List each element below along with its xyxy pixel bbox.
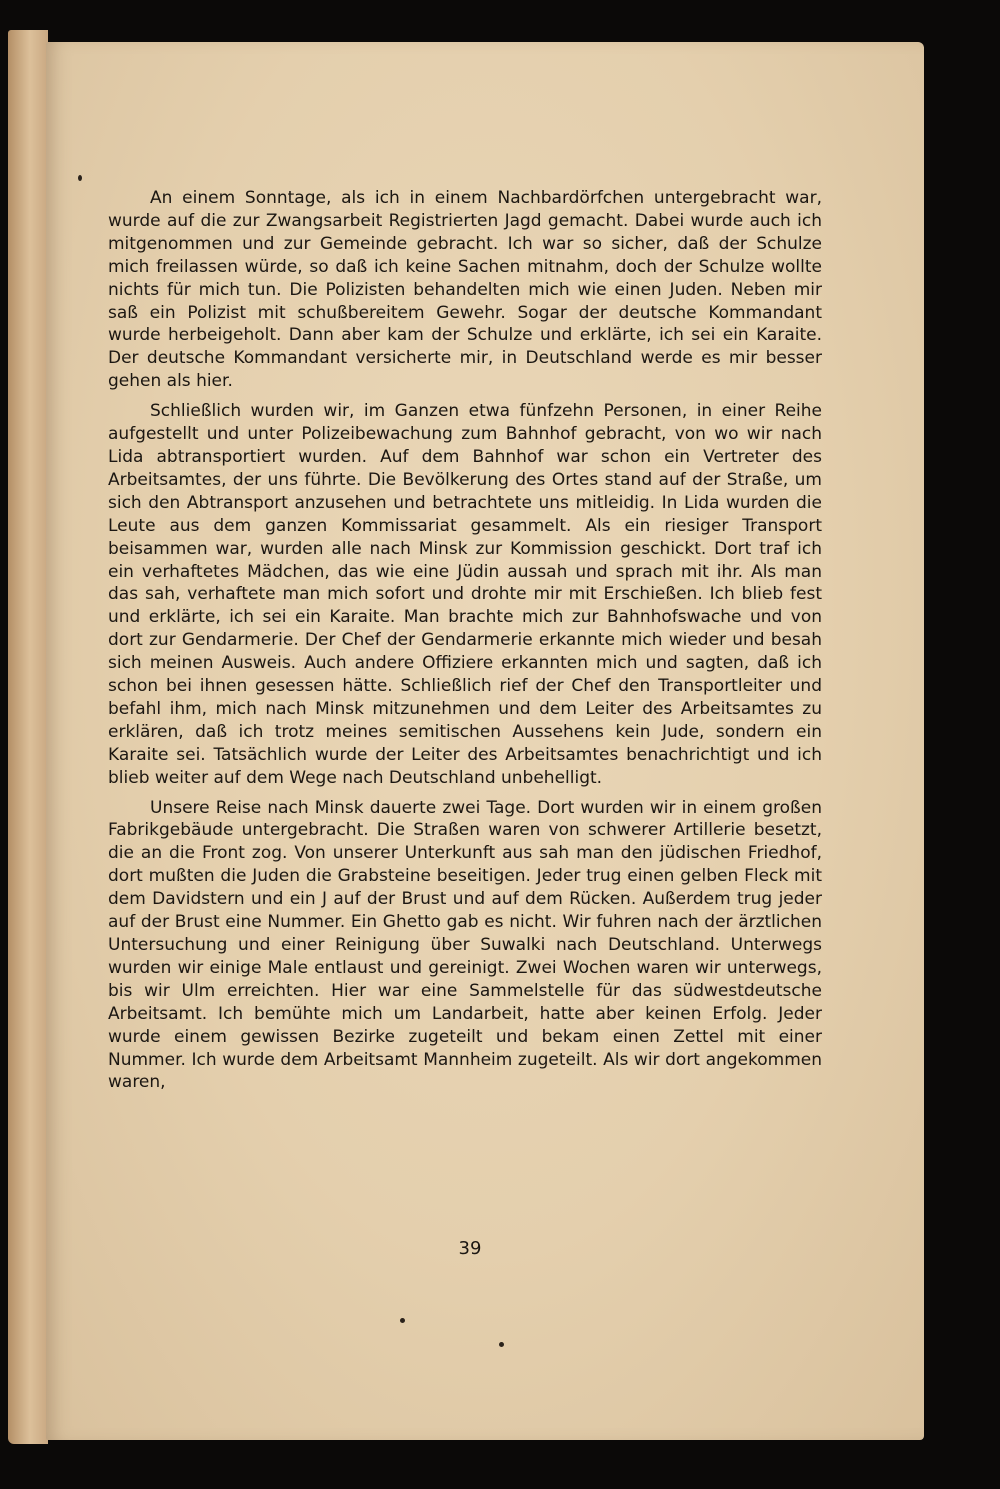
book-page	[46, 42, 924, 1440]
print-speck	[400, 1318, 405, 1323]
print-speck	[78, 175, 82, 181]
paragraph-3: Unsere Reise nach Minsk dauerte zwei Tage. Dort wurden wir in einem großen Fabrikgebäude untergebracht. Die Straßen waren von schwerer Artillerie besetzt, die an die Front zog. Von unserer Unterkunft aus sah man den jüdischen Friedhof, dort mußten die Juden die Grabsteine beseitigen. Jeder trug einen gelben Fleck mit dem Davidstern und ein J auf der Brust und auf dem Rücken. Außerdem trug jeder auf der Brust eine Nummer. Ein Ghetto gab es nicht. Wir fuhren nach der ärztlichen Untersuchung und einer Reinigung über Suwalki nach Deutschland. Unterwegs wurden wir einige Male entlaust und gereinigt. Zwei Wochen waren wir unterwegs, bis wir Ulm erreichten. Hier war eine Sammelstelle für das südwestdeutsche Arbeitsamt. Ich bemühte mich um Landarbeit, hatte aber keinen Erfolg. Jeder wurde einem gewissen Bezirke zugeteilt und bekam einen Zettel mit einer Nummer. Ich wurde dem Arbeitsamt Mannheim zugeteilt. Als wir dort angekommen waren,	[108, 797, 822, 1093]
print-speck	[499, 1342, 504, 1347]
page-number: 39	[458, 1238, 482, 1259]
paragraph-2: Schließlich wurden wir, im Ganzen etwa fünfzehn Personen, in einer Reihe aufgestellt und unter Polizeibewachung zum Bahnhof gebracht, von wo wir nach Lida abtransportiert wurden. Auf dem Bahnhof war schon ein Vertreter des Arbeitsamtes, der uns führte. Die Bevölkerung des Ortes stand auf der Straße, um sich den Abtransport anzusehen und betrachtete uns mitleidig. In Lida wurden die Leute aus dem ganzen Kommissariat gesammelt. Als ein riesiger Transport beisammen war, wurden alle nach Minsk zur Kommission geschickt. Dort traf ich ein verhaftetes Mädchen, das wie eine Jüdin aussah und sprach mit ihr. Als man das sah, verhaftete man mich sofort und drohte mir mit Erschießen. Ich blieb fest und erklärte, ich sei ein Karaite. Man brachte mich zur Bahnhofswache und von dort zur Gendarmerie. Der Chef der Gendarmerie erkannte mich wieder und besah sich meinen Ausweis. Auch andere Offiziere erkannten mich und sagten, daß ich schon bei ihnen gesessen hätte. Schließlich rief der Chef den Transportleiter und befahl ihm, mich nach Minsk mitzunehmen und dem Leiter des Arbeitsamtes zu erklären, daß ich trotz meines semitischen Aussehens kein Jude, sondern ein Karaite sei. Tatsächlich wurde der Leiter des Arbeitsamtes benachrichtigt und ich blieb weiter auf dem Wege nach Deutschland unbehelligt.	[108, 401, 822, 788]
paragraph-1: An einem Sonntage, als ich in einem Nachbardörfchen untergebracht war, wurde auf die zur Zwangsarbeit Registrierten Jagd gemacht. Dabei wurde auch ich mitgenommen und zur Gemeinde gebracht. Ich war so sicher, daß der Schulze mich freilassen würde, so daß ich keine Sachen mitnahm, doch der Schulze wollte nichts für mich tun. Die Polizisten behandelten mich wie einen Juden. Neben mir saß ein Polizist mit schußbereitem Gewehr. Sogar der deutsche Kommandant wurde herbeigeholt. Dann aber kam der Schulze und erklärte, ich sei ein Karaite. Der deutsche Kommandant versicherte mir, in Deutschland werde es mir besser gehen als hier.	[108, 188, 822, 392]
page-body-text	[108, 187, 822, 1101]
left-page-edge	[8, 30, 48, 1444]
